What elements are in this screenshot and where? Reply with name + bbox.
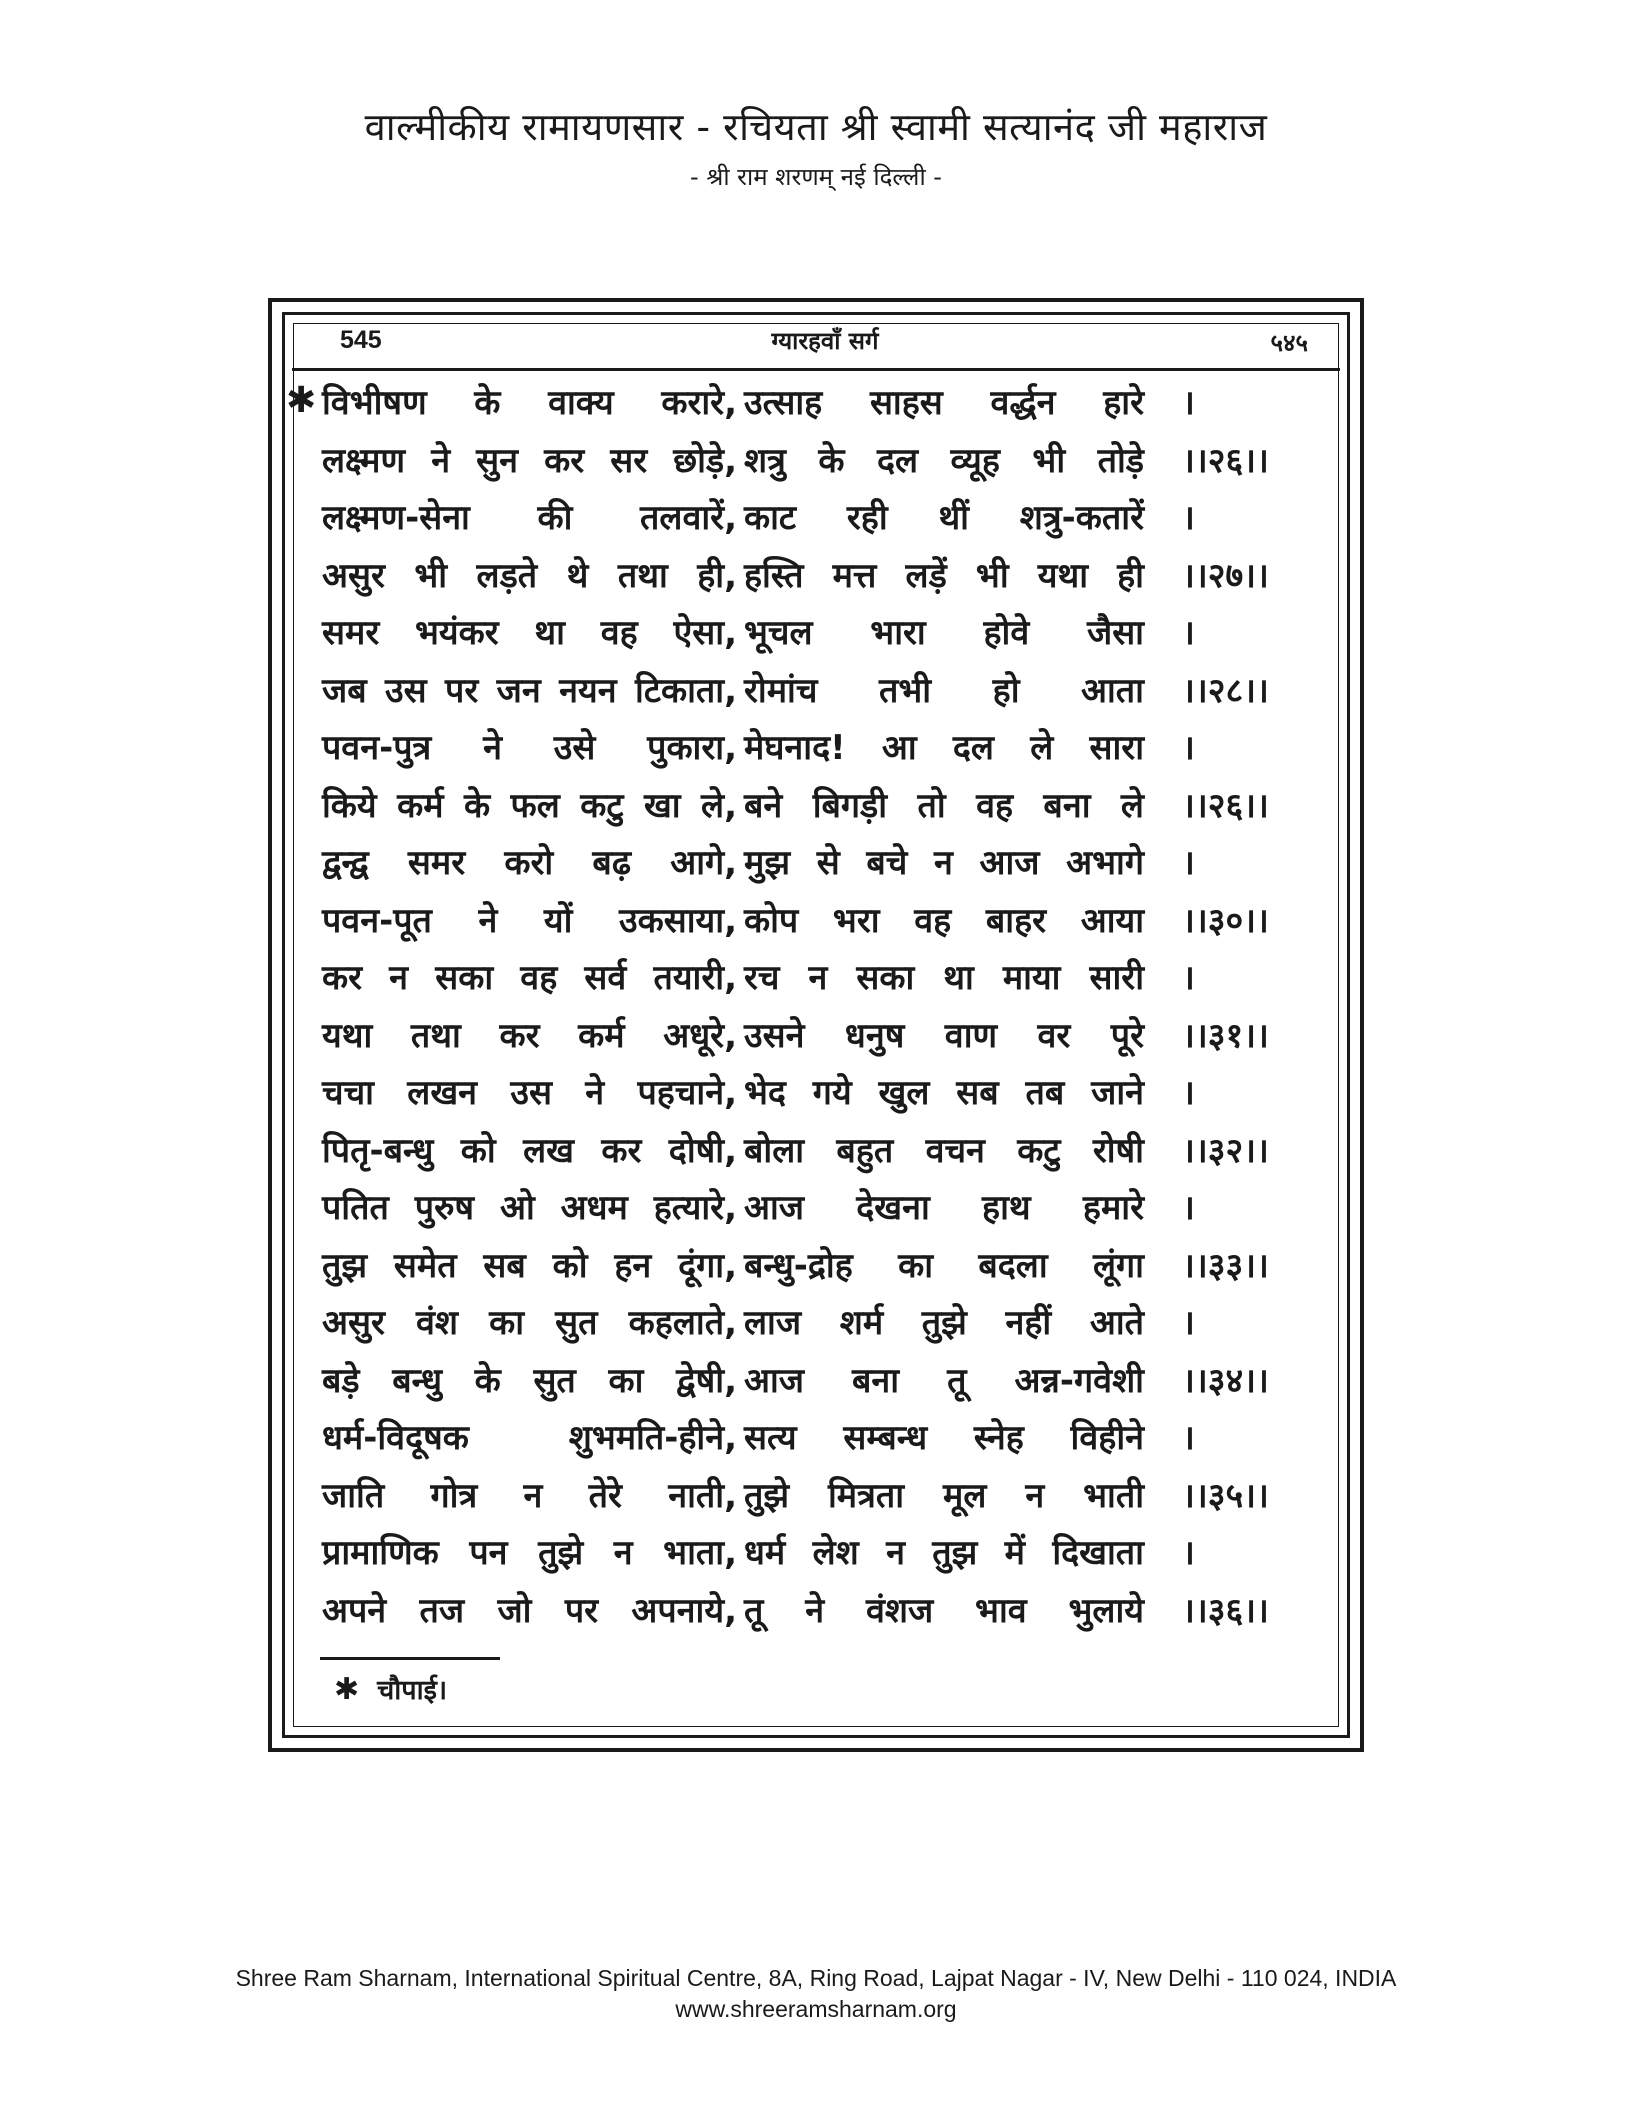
verse-second-half: मुझ से बचे न आज अभागे (744, 843, 1144, 883)
page-heading (330, 322, 1320, 362)
verse-second-half: धर्म लेश न तुझ में दिखाता (744, 1533, 1144, 1573)
verse-second-half: लाज शर्म तुझे नहीं आते (744, 1303, 1144, 1343)
verse-second-half: बने बिगड़ी तो वह बना ले (744, 785, 1144, 826)
verse-end-mark: ।।२६।। (1182, 785, 1269, 826)
verse-end-mark: ।।२८।। (1182, 670, 1269, 711)
verse-second-half: बन्धु-द्रोह का बदला लूंगा (744, 1245, 1144, 1286)
verse-first-half: कर न सका वह सर्व तयारी, (322, 958, 737, 998)
verse-first-half: बड़े बन्धु के सुत का द्वेषी, (322, 1360, 737, 1401)
verse-line (0, 1011, 1632, 1069)
verse-first-half: द्वन्द्व समर करो बढ़ आगे, (322, 843, 737, 883)
verse-line (0, 781, 1632, 839)
verse-second-half: भूचल भारा होवे जैसा (744, 613, 1144, 653)
verse-end-mark: ।।३५।। (1182, 1475, 1269, 1516)
verse-line (0, 838, 1632, 896)
verse-line (0, 608, 1632, 666)
verse-first-half: अपने तज जो पर अपनाये, (322, 1590, 737, 1631)
verse-line (0, 1298, 1632, 1356)
verse-second-half: उसने धनुष वाण वर पूरे (744, 1015, 1144, 1056)
verse-second-half: आज बना तू अन्न-गवेशी (744, 1360, 1144, 1401)
verse-line (0, 493, 1632, 551)
verse-line (0, 436, 1632, 494)
verse-second-half: उत्साह साहस वर्द्धन हारे (744, 383, 1144, 423)
verse-first-half: तुझ समेत सब को हन दूंगा, (322, 1245, 737, 1286)
verse-end-mark: । (1182, 1188, 1195, 1228)
verse-second-half: हस्ति मत्त लड़ें भी यथा ही (744, 555, 1144, 596)
verse-first-half: धर्म-विदूषक शुभमति-हीने, (322, 1418, 737, 1458)
verse-line (0, 1586, 1632, 1644)
verse-first-half: पतित पुरुष ओ अधम हत्यारे, (322, 1188, 737, 1228)
verse-first-half: विभीषण के वाक्य करारे, (322, 383, 737, 423)
verse-end-mark: । (1182, 958, 1195, 998)
verse-end-mark: । (1182, 613, 1195, 653)
verse-first-half: पवन-पूत ने यों उकसाया, (322, 900, 737, 941)
footnote-text: चौपाई। (377, 1675, 448, 1706)
verse-first-half: किये कर्म के फल कटु खा ले, (322, 785, 737, 826)
verse-line (0, 1183, 1632, 1241)
verse-line (0, 378, 1632, 436)
document-title: वाल्मीकीय रामायणसार - रचियता श्री स्वामी सत्यानंद जी महाराज (364, 105, 1268, 149)
verse-line (0, 953, 1632, 1011)
verse-second-half: बोला बहुत वचन कटु रोषी (744, 1130, 1144, 1171)
verse-line (0, 1068, 1632, 1126)
verse-line (0, 666, 1632, 724)
verse-line (0, 1126, 1632, 1184)
verse-first-half: असुर भी लड़ते थे तथा ही, (322, 555, 737, 596)
verse-first-half: समर भयंकर था वह ऐसा, (322, 613, 737, 653)
verse-first-half: लक्ष्मण-सेना की तलवारें, (322, 498, 737, 538)
verse-end-mark: ।।३६।। (1182, 1590, 1269, 1631)
verse-second-half: रोमांच तभी हो आता (744, 670, 1144, 711)
page-number-arabic: 545 (340, 326, 382, 354)
verse-first-half: चचा लखन उस ने पहचाने, (322, 1073, 737, 1113)
footer-address: Shree Ram Sharnam, International Spiritual Centre, 8A, Ring Road, Lajpat Nagar - IV, New Delhi - 110 024, INDIA (235, 1965, 1397, 1991)
footnote (334, 1670, 447, 1707)
verse-end-mark: ।।३३।। (1182, 1245, 1269, 1286)
asterisk-icon: ✱ (334, 1672, 360, 1707)
verse-second-half: तू ने वंशज भाव भुलाये (744, 1590, 1144, 1631)
verse-second-half: काट रही थीं शत्रु-कतारें (744, 498, 1144, 538)
verse-second-half: रच न सका था माया सारी (744, 958, 1144, 998)
verse-end-mark: ।।३४।। (1182, 1360, 1269, 1401)
verse-first-half: जाति गोत्र न तेरे नाती, (322, 1475, 737, 1516)
verse-first-half: जब उस पर जन नयन टिकाता, (322, 670, 737, 711)
verse-end-mark: । (1182, 1073, 1195, 1113)
verse-line (0, 723, 1632, 781)
footnote-rule (320, 1657, 500, 1660)
verse-second-half: सत्य सम्बन्ध स्नेह विहीने (744, 1418, 1144, 1458)
verse-first-half: यथा तथा कर कर्म अधूरे, (322, 1015, 737, 1056)
verse-first-half: प्रामाणिक पन तुझे न भाता, (322, 1533, 737, 1573)
document-subtitle: - श्री राम शरणम् नई दिल्ली - (690, 163, 942, 191)
verse-line (0, 896, 1632, 954)
verse-end-mark: ।।३१।। (1182, 1015, 1269, 1056)
verse-second-half: कोप भरा वह बाहर आया (744, 900, 1144, 941)
verse-line (0, 1413, 1632, 1471)
verse-line (0, 1471, 1632, 1529)
verse-second-half: मेघनाद! आ दल ले सारा (744, 728, 1144, 768)
verse-second-half: शत्रु के दल व्यूह भी तोड़े (744, 440, 1144, 481)
verse-line (0, 1241, 1632, 1299)
verse-second-half: आज देखना हाथ हमारे (744, 1188, 1144, 1228)
verse-second-half: भेद गये खुल सब तब जाने (744, 1073, 1144, 1113)
footer-website: www.shreeramsharnam.org (675, 1996, 957, 2022)
verse-end-mark: । (1182, 728, 1195, 768)
verse-end-mark: । (1182, 1303, 1195, 1343)
verse-first-half: असुर वंश का सुत कहलाते, (322, 1303, 737, 1343)
verse-line (0, 1528, 1632, 1586)
verse-end-mark: । (1182, 843, 1195, 883)
verse-first-half: लक्ष्मण ने सुन कर सर छोड़े, (322, 440, 737, 481)
verse-end-mark: । (1182, 498, 1195, 538)
verse-end-mark: ।।२६।। (1182, 440, 1269, 481)
verse-second-half: तुझे मित्रता मूल न भाती (744, 1475, 1144, 1516)
page-number-devanagari: ५४५ (1270, 329, 1308, 357)
verse-end-mark: । (1182, 1418, 1195, 1458)
heading-rule (292, 368, 1340, 371)
verse-end-mark: ।।३०।। (1182, 900, 1269, 941)
chapter-title: ग्यारहवाँ सर्ग (771, 327, 879, 355)
verse-end-mark: । (1182, 1533, 1195, 1573)
verse-end-mark: । (1182, 383, 1195, 423)
verse-end-mark: ।।३२।। (1182, 1130, 1269, 1171)
asterisk-icon: ✱ (286, 380, 317, 421)
verse-line (0, 551, 1632, 609)
verse-line (0, 1356, 1632, 1414)
verse-end-mark: ।।२७।। (1182, 555, 1269, 596)
verse-first-half: पवन-पुत्र ने उसे पुकारा, (322, 728, 737, 768)
verse-first-half: पितृ-बन्धु को लख कर दोषी, (322, 1130, 737, 1171)
